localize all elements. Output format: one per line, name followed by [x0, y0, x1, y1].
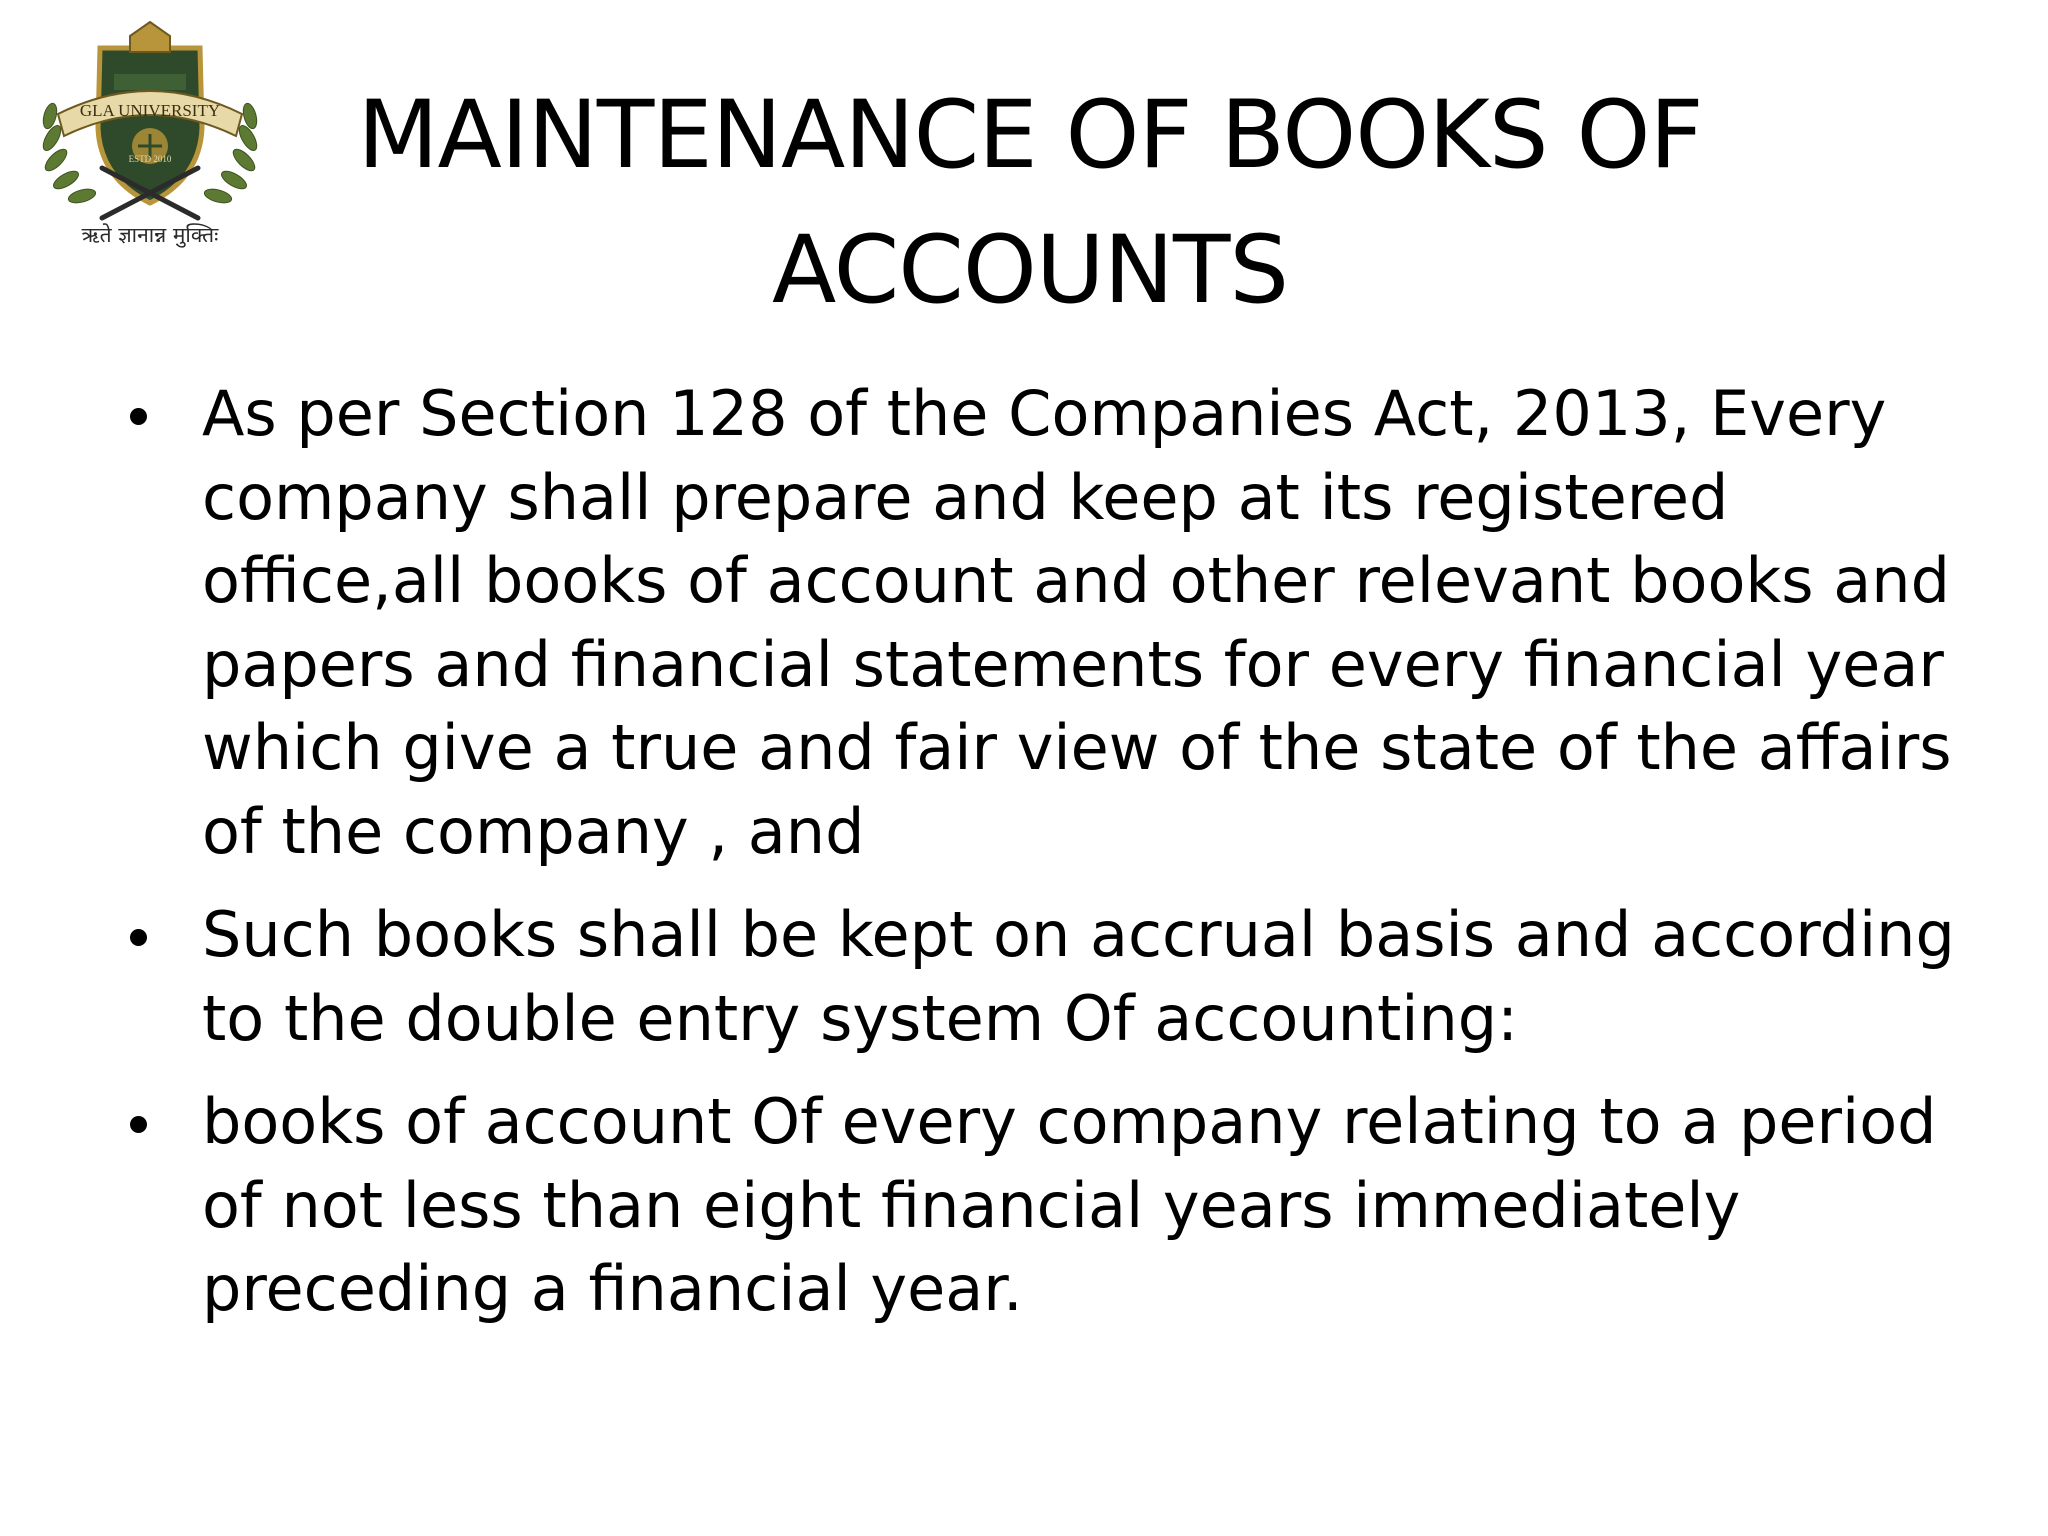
bullet-text: books of account Of every company relating to a period of not less than eight financial years immediately preceding a financial year.: [202, 1085, 1937, 1325]
slide-title: MAINTENANCE OF BOOKS OF ACCOUNTS: [357, 81, 1703, 325]
bullet-item: [128, 893, 1968, 1060]
logo-banner-text: GLA UNIVERSITY: [79, 101, 221, 120]
bullet-list: [128, 372, 1968, 1351]
university-logo: [30, 18, 270, 248]
bullet-item: [128, 372, 1968, 873]
logo-est-text: ESTD 2010: [128, 154, 172, 164]
bullet-item: [128, 1080, 1968, 1331]
bullet-text: As per Section 128 of the Companies Act, 2013, Every company shall prepare and keep at its registered office,all books of account and other relevant books and papers and financial statements for every financial year which give a true and fair view of the state of the affairs of the company , and: [202, 377, 1952, 868]
logo-motto: ऋते ज्ञानान्न मुक्तिः: [81, 223, 219, 247]
shield-icon: [98, 48, 202, 203]
bullet-text: Such books shall be kept on accrual basis and according to the double entry system Of accounting:: [202, 898, 1955, 1055]
